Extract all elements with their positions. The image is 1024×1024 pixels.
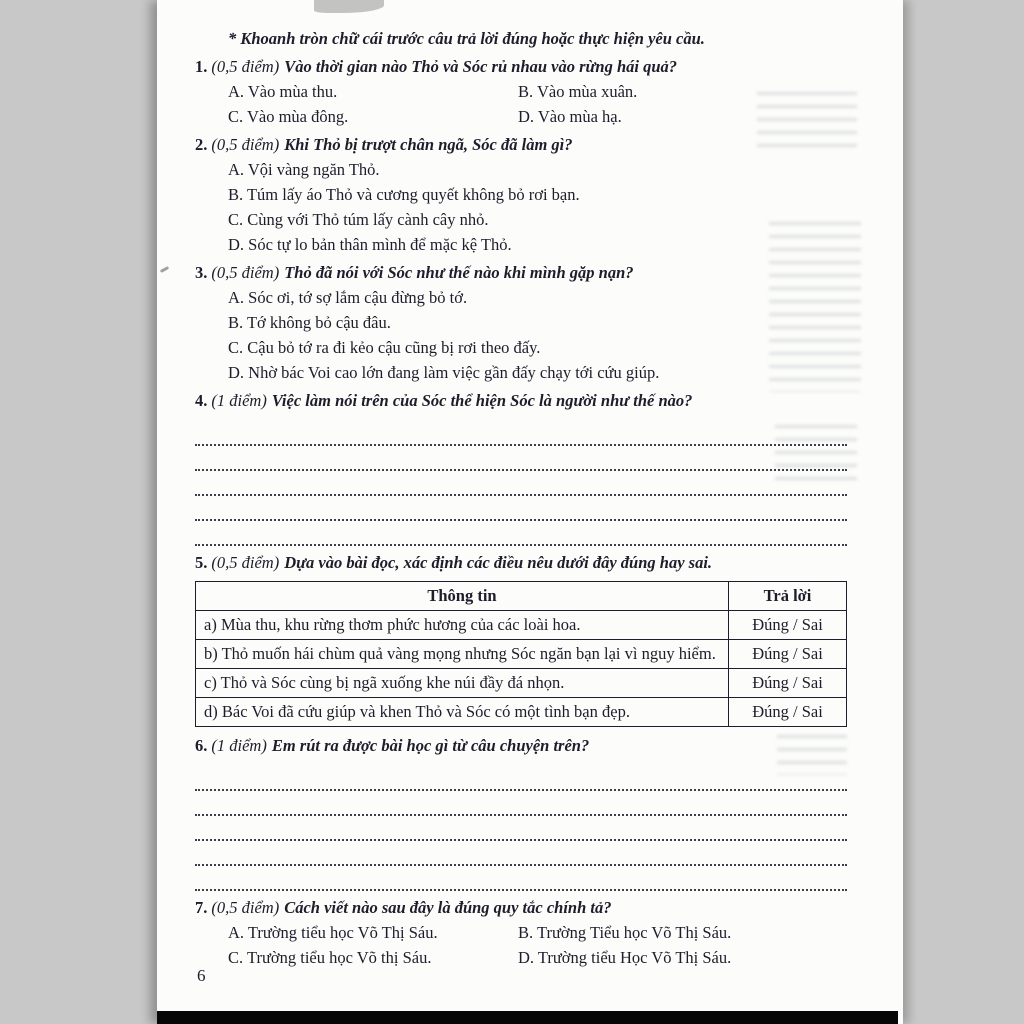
option-d: D. Sóc tự lo bản thân mình để mặc kệ Thỏ.: [228, 235, 512, 254]
question-1-options: [228, 79, 847, 129]
question-points: (0,5 điểm): [211, 263, 280, 282]
question-7-options: [228, 920, 847, 970]
option-c: C. Vào mùa đông.: [228, 107, 349, 126]
question-text: Cách viết nào sau đây là đúng quy tắc chính tả?: [284, 898, 612, 917]
option-c: C. Cùng với Thỏ túm lấy cành cây nhỏ.: [228, 210, 489, 229]
question-6: [195, 733, 847, 891]
answer-line: [195, 791, 847, 816]
answer-line: [195, 471, 847, 496]
table-row: [196, 669, 847, 698]
question-points: (1 điểm): [211, 391, 267, 410]
answer-line: [195, 841, 847, 866]
question-points: (0,5 điểm): [211, 135, 280, 154]
question-4: [195, 388, 847, 546]
option-d: D. Trường tiểu Học Võ Thị Sáu.: [518, 948, 732, 967]
scan-bottom-bar-artifact: [157, 1011, 898, 1024]
question-2: [195, 132, 847, 257]
table-cell-info: c) Thỏ và Sóc cùng bị ngã xuống khe núi đầy đá nhọn.: [196, 669, 729, 698]
table-row: [196, 640, 847, 669]
option-b: B. Túm lấy áo Thỏ và cương quyết không bỏ rơi bạn.: [228, 185, 580, 204]
question-points: (0,5 điểm): [211, 553, 280, 572]
option-a: A. Trường tiểu học Võ Thị Sáu.: [228, 923, 438, 942]
table-cell-answer: Đúng / Sai: [729, 669, 847, 698]
table-header-info: Thông tin: [196, 582, 729, 611]
option-a: A. Vào mùa thu.: [228, 82, 338, 101]
option-c: C. Trường tiểu học Võ thị Sáu.: [228, 948, 432, 967]
page-content: [195, 26, 847, 970]
question-2-options: [228, 157, 847, 257]
option-d: D. Nhờ bác Voi cao lớn đang làm việc gần đấy chạy tới cứu giúp.: [228, 363, 660, 382]
table-cell-answer: Đúng / Sai: [729, 640, 847, 669]
question-1: [195, 54, 847, 129]
option-c: C. Cậu bỏ tớ ra đi kẻo cậu cũng bị rơi theo đấy.: [228, 338, 541, 357]
question-4-answer-lines: [195, 421, 847, 546]
table-cell-info: d) Bác Voi đã cứu giúp và khen Thỏ và Sóc có một tình bạn đẹp.: [196, 698, 729, 727]
question-text: Em rút ra được bài học gì từ câu chuyện trên?: [271, 736, 590, 755]
question-points: (1 điểm): [211, 736, 267, 755]
instruction-line: * Khoanh tròn chữ cái trước câu trả lời đúng hoặc thực hiện yêu cầu.: [228, 29, 705, 48]
question-points: (0,5 điểm): [211, 898, 280, 917]
pencil-mark: [160, 266, 169, 273]
question-text: Khi Thỏ bị trượt chân ngã, Sóc đã làm gì?: [284, 135, 573, 154]
question-text: Thỏ đã nói với Sóc như thế nào khi mình gặp nạn?: [284, 263, 634, 282]
answer-line: [195, 446, 847, 471]
question-number: 6.: [195, 736, 208, 755]
question-3-options: [228, 285, 847, 385]
option-d: D. Vào mùa hạ.: [518, 107, 622, 126]
question-number: 3.: [195, 263, 208, 282]
answer-line: [195, 521, 847, 546]
table-header-answer: Trả lời: [729, 582, 847, 611]
question-3: [195, 260, 847, 385]
scanned-test-page: [157, 0, 903, 1024]
option-a: A. Vội vàng ngăn Thỏ.: [228, 160, 380, 179]
answer-line: [195, 421, 847, 446]
option-a: A. Sóc ơi, tớ sợ lắm cậu đừng bỏ tớ.: [228, 288, 468, 307]
table-row: [196, 698, 847, 727]
question-number: 2.: [195, 135, 208, 154]
question-text: Dựa vào bài đọc, xác định các điều nêu dưới đây đúng hay sai.: [284, 553, 713, 572]
question-text: Việc làm nói trên của Sóc thể hiện Sóc là người như thế nào?: [271, 391, 693, 410]
table-cell-info: a) Mùa thu, khu rừng thơm phức hương của các loài hoa.: [196, 611, 729, 640]
option-b: B. Vào mùa xuân.: [518, 82, 638, 101]
question-5: [195, 550, 847, 727]
table-header-row: [196, 582, 847, 611]
question-number: 1.: [195, 57, 208, 76]
table-row: [196, 611, 847, 640]
question-number: 4.: [195, 391, 208, 410]
table-cell-info: b) Thỏ muốn hái chùm quả vàng mọng nhưng Sóc ngăn bạn lại vì nguy hiểm.: [196, 640, 729, 669]
table-cell-answer: Đúng / Sai: [729, 611, 847, 640]
answer-line: [195, 496, 847, 521]
answer-line: [195, 866, 847, 891]
option-b: B. Trường Tiểu học Võ Thị Sáu.: [518, 923, 732, 942]
question-number: 5.: [195, 553, 208, 572]
question-text: Vào thời gian nào Thỏ và Sóc rủ nhau vào rừng hái quả?: [284, 57, 678, 76]
answer-line: [195, 766, 847, 791]
scan-corner-artifact: [314, 0, 384, 13]
option-b: B. Tớ không bỏ cậu đâu.: [228, 313, 391, 332]
answer-line: [195, 816, 847, 841]
question-7: [195, 895, 847, 970]
question-points: (0,5 điểm): [211, 57, 280, 76]
true-false-table: [195, 581, 847, 727]
table-cell-answer: Đúng / Sai: [729, 698, 847, 727]
page-number: 6: [197, 966, 206, 985]
question-number: 7.: [195, 898, 208, 917]
question-6-answer-lines: [195, 766, 847, 891]
